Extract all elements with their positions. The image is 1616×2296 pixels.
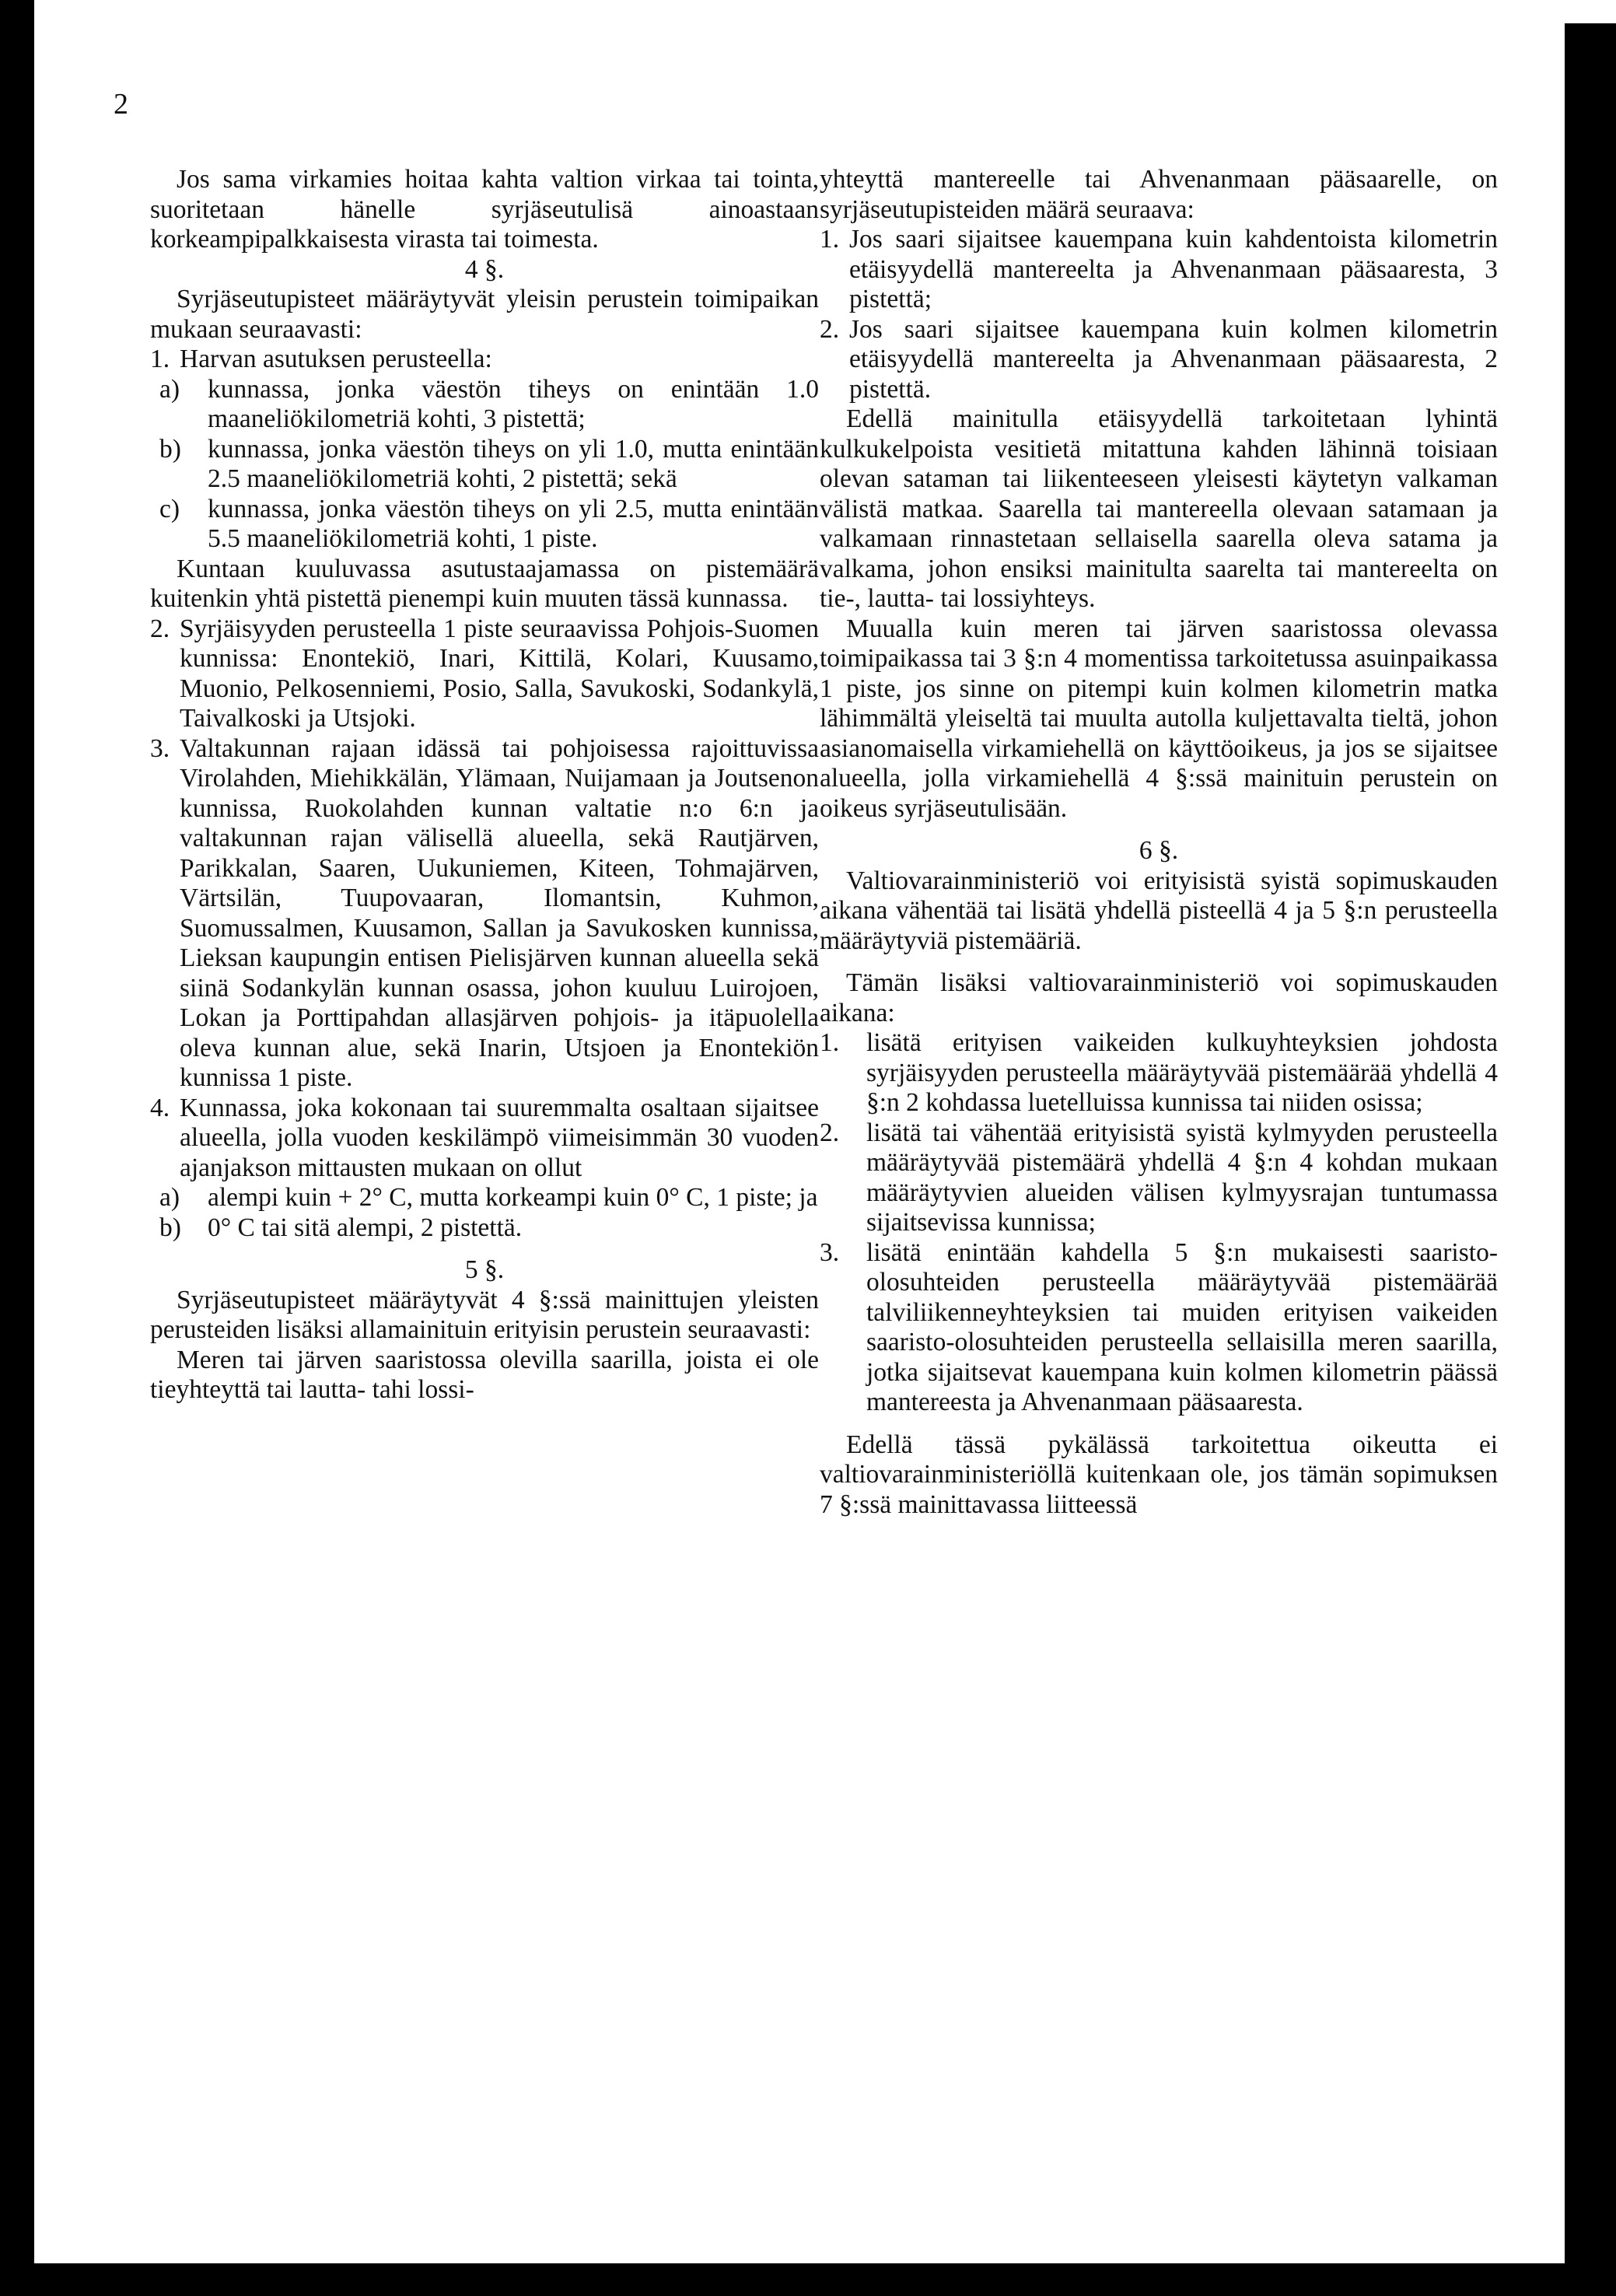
- paragraph: Valtiovarainministeriö voi erityisistä syistä sopimuskauden aikana vähentää tai lisätä yhdellä pisteellä 4 ja 5 §:n perusteella määräytyviä pistemääriä.: [820, 866, 1498, 955]
- item-text: Kunnassa, joka kokonaan tai suuremmalta osaltaan sijaitsee alueella, jolla vuoden keskilämpö viimeisimmän 30 vuoden ajanjakson mittausten mukaan on ollut: [180, 1093, 819, 1182]
- paragraph: Syrjäseutupisteet määräytyvät 4 §:ssä mainittujen yleisten perusteiden lisäksi allamainituin erityisin perustein seuraavasti:: [150, 1285, 819, 1344]
- numbered-item-2: [820, 315, 1498, 405]
- paragraph: yhteyttä mantereelle tai Ahvenanmaan pääsaarelle, on syrjäseutupisteiden määrä seuraava:: [820, 165, 1498, 224]
- numbered-item-2: [150, 614, 819, 734]
- item-text: lisätä erityisen vaikeiden kulkuyhteyksien johdosta syrjäisyyden perusteella määräytyvää pistemäärää yhdellä 4 §:n 2 kohdassa luetelluissa kunnissa tai niiden osissa;: [866, 1028, 1498, 1117]
- item-letter: c): [159, 494, 180, 523]
- paragraph: Edellä mainitulla etäisyydellä tarkoitetaan lyhintä kulkukelpoista vesitietä mitattuna kahden lähinnä toisiaan olevan sataman tai liikenteeseen yleisesti käytetyn valkaman välistä matkaa. Saarella tai mantereella olevaan satamaan ja valkamaan rinnastetaan sellaisella saarella oleva satama ja valkama, johon ensiksi mainitulta saarelta tai mantereelta on tie-, lautta- tai lossiyhteys.: [820, 404, 1498, 613]
- paragraph: Tämän lisäksi valtiovarainministeriö voi sopimuskauden aikana:: [820, 968, 1498, 1027]
- list-item-1: [820, 1028, 1498, 1118]
- numbered-item-4: [150, 1094, 819, 1184]
- paragraph: Jos sama virkamies hoitaa kahta valtion virkaa tai tointa, suoritetaan hänelle syrjäseutulisä ainoastaan korkeampipalkkaisesta virasta tai toimesta.: [150, 165, 819, 254]
- item-text: kunnassa, jonka väestön tiheys on yli 2.5, mutta enintään 5.5 maaneliökilometriä kohti, 1 piste.: [208, 494, 819, 553]
- scan-border-left: [0, 0, 34, 2296]
- left-column: [150, 165, 819, 1405]
- item-text: lisätä enintään kahdella 5 §:n mukaisesti saaristo-olosuhteiden perusteella määräytyvää pistemäärää talviliikenneyhteyksien tai muiden erityisen vaikeiden saaristo-olosuhteiden perusteella sellaisilla meren saarilla, jotka sijaitsevat kauempana kuin kolmen kilometrin päässä mantereesta ja Ahvenanmaan pääsaaresta.: [866, 1237, 1498, 1416]
- numbered-item-1: [820, 225, 1498, 315]
- scan-border-bottom: [0, 2263, 1616, 2296]
- section-heading-4: 4 §.: [464, 254, 505, 284]
- sub-item-a: [159, 375, 819, 435]
- sub-item-b: [159, 1213, 819, 1244]
- item-number: 1.: [150, 345, 170, 373]
- item-text: Jos saari sijaitsee kauempana kuin kahdentoista kilometrin etäisyydellä mantereelta ja Ahvenanmaan pääsaaresta, 3 pistettä;: [849, 225, 1498, 313]
- item-text: 0° C tai sitä alempi, 2 pistettä.: [208, 1213, 523, 1242]
- item-letter: b): [159, 1213, 181, 1242]
- section-heading-5: 5 §.: [464, 1255, 505, 1284]
- item-number: 2.: [150, 614, 170, 643]
- list-item-2: [820, 1118, 1498, 1238]
- item-text: kunnassa, jonka väestön tiheys on yli 1.0, mutta enintään 2.5 maaneliökilometriä kohti, 2 pistettä; sekä: [208, 434, 819, 493]
- item-number: 3.: [820, 1237, 840, 1267]
- sub-item-c: [159, 495, 819, 555]
- item-text: kunnassa, jonka väestön tiheys on enintään 1.0 maaneliökilometriä kohti, 3 pistettä;: [208, 374, 819, 433]
- item-number: 3.: [150, 733, 170, 763]
- numbered-item-3: [150, 734, 819, 1094]
- item-text: Syrjäisyyden perusteella 1 piste seuraavissa Pohjois-Suomen kunnissa: Enontekiö, Inari, Kittilä, Kolari, Kuusamo, Muonio, Pelkosenniemi, Posio, Salla, Savukoski, Sodankylä, Taivalkoski ja Utsjoki.: [180, 614, 819, 733]
- item-text: Jos saari sijaitsee kauempana kuin kolmen kilometrin etäisyydellä mantereelta ja Ahvenanmaan pääsaaresta, 2 pistettä.: [849, 314, 1498, 404]
- paragraph: Muualla kuin meren tai järven saaristossa olevassa toimipaikassa tai 3 §:n 4 momentissa tarkoitetussa asuinpaikassa 1 piste, jos sinne on pitempi kuin kolmen kilometrin matka lähimmältä yleiseltä tai muulta autolla kuljettavalta tieltä, johon asianomaisella virkamiehellä on käyttöoikeus, ja jos se sijaitsee alueella, jolla virkamiehellä 4 §:ssä mainituin perustein on oikeus syrjäseutulisään.: [820, 614, 1498, 823]
- item-letter: b): [159, 434, 181, 464]
- sub-item-b: [159, 435, 819, 495]
- item-number: 2.: [820, 1118, 840, 1147]
- item-number: 4.: [150, 1093, 170, 1122]
- item-number: 1.: [820, 1028, 840, 1057]
- item-number: 1.: [820, 225, 840, 254]
- paragraph: Syrjäseutupisteet määräytyvät yleisin perustein toimipaikan mukaan seuraavasti:: [150, 285, 819, 344]
- paragraph: Kuntaan kuuluvassa asutustaajamassa on pistemäärä kuitenkin yhtä pistettä pienempi kuin muuten tässä kunnassa.: [150, 554, 819, 613]
- item-text: Harvan asutuksen perusteella:: [180, 345, 492, 373]
- item-text: lisätä tai vähentää erityisistä syistä kylmyyden perusteella määräytyvää pistemäärä yhdellä 4 §:n 4 kohdan mukaan määräytyvien alueiden välisen kylmyysrajan tuntumassa sijaitsevissa kunnissa;: [866, 1118, 1498, 1237]
- sub-item-a: [159, 1183, 819, 1213]
- scan-border-right: [1565, 23, 1616, 2296]
- item-text: alempi kuin + 2° C, mutta korkeampi kuin 0° C, 1 piste; ja: [208, 1183, 818, 1212]
- item-number: 2.: [820, 314, 840, 344]
- right-column: [820, 165, 1498, 1520]
- item-text: Valtakunnan rajaan idässä tai pohjoisessa rajoittuvissa Virolahden, Miehikkälän, Ylämaan, Nuijamaan ja Joutsenon kunnissa, Ruokolahden kunnan valtatie n:o 6:n ja valtakunnan rajan välisellä alueella, sekä Rautjärven, Parikkalan, Saaren, Uukuniemen, Kiteen, Tohmajärven, Värtsilän, Tuupovaaran, Ilomantsin, Kuhmon, Suomussalmen, Kuusamon, Sallan ja Savukosken kunnissa, Lieksan kaupungin entisen Pielisjärven kunnan alueella sekä siinä Sodankylän kunnan osassa, johon kuuluu Luirojoen, Lokan ja Porttipahdan allasjärven pohjois- ja itäpuolella oleva kunnan alue, sekä Inarin, Utsjoen ja Enontekiön kunnissa 1 piste.: [180, 733, 819, 1092]
- item-letter: a): [159, 1183, 180, 1212]
- item-letter: a): [159, 374, 180, 404]
- list-item-3: [820, 1238, 1498, 1418]
- section-heading-6: 6 §.: [1139, 836, 1179, 865]
- paragraph: Meren tai järven saaristossa olevilla saarilla, joista ei ole tieyhteyttä tai lautta- tahi lossi-: [150, 1345, 819, 1404]
- numbered-item-1: [150, 345, 819, 375]
- paragraph: Edellä tässä pykälässä tarkoitettua oikeutta ei valtiovarainministeriöllä kuitenkaan ole, jos tämän sopimuksen 7 §:ssä mainittavassa liitteessä: [820, 1430, 1498, 1519]
- page-number: 2: [114, 88, 128, 121]
